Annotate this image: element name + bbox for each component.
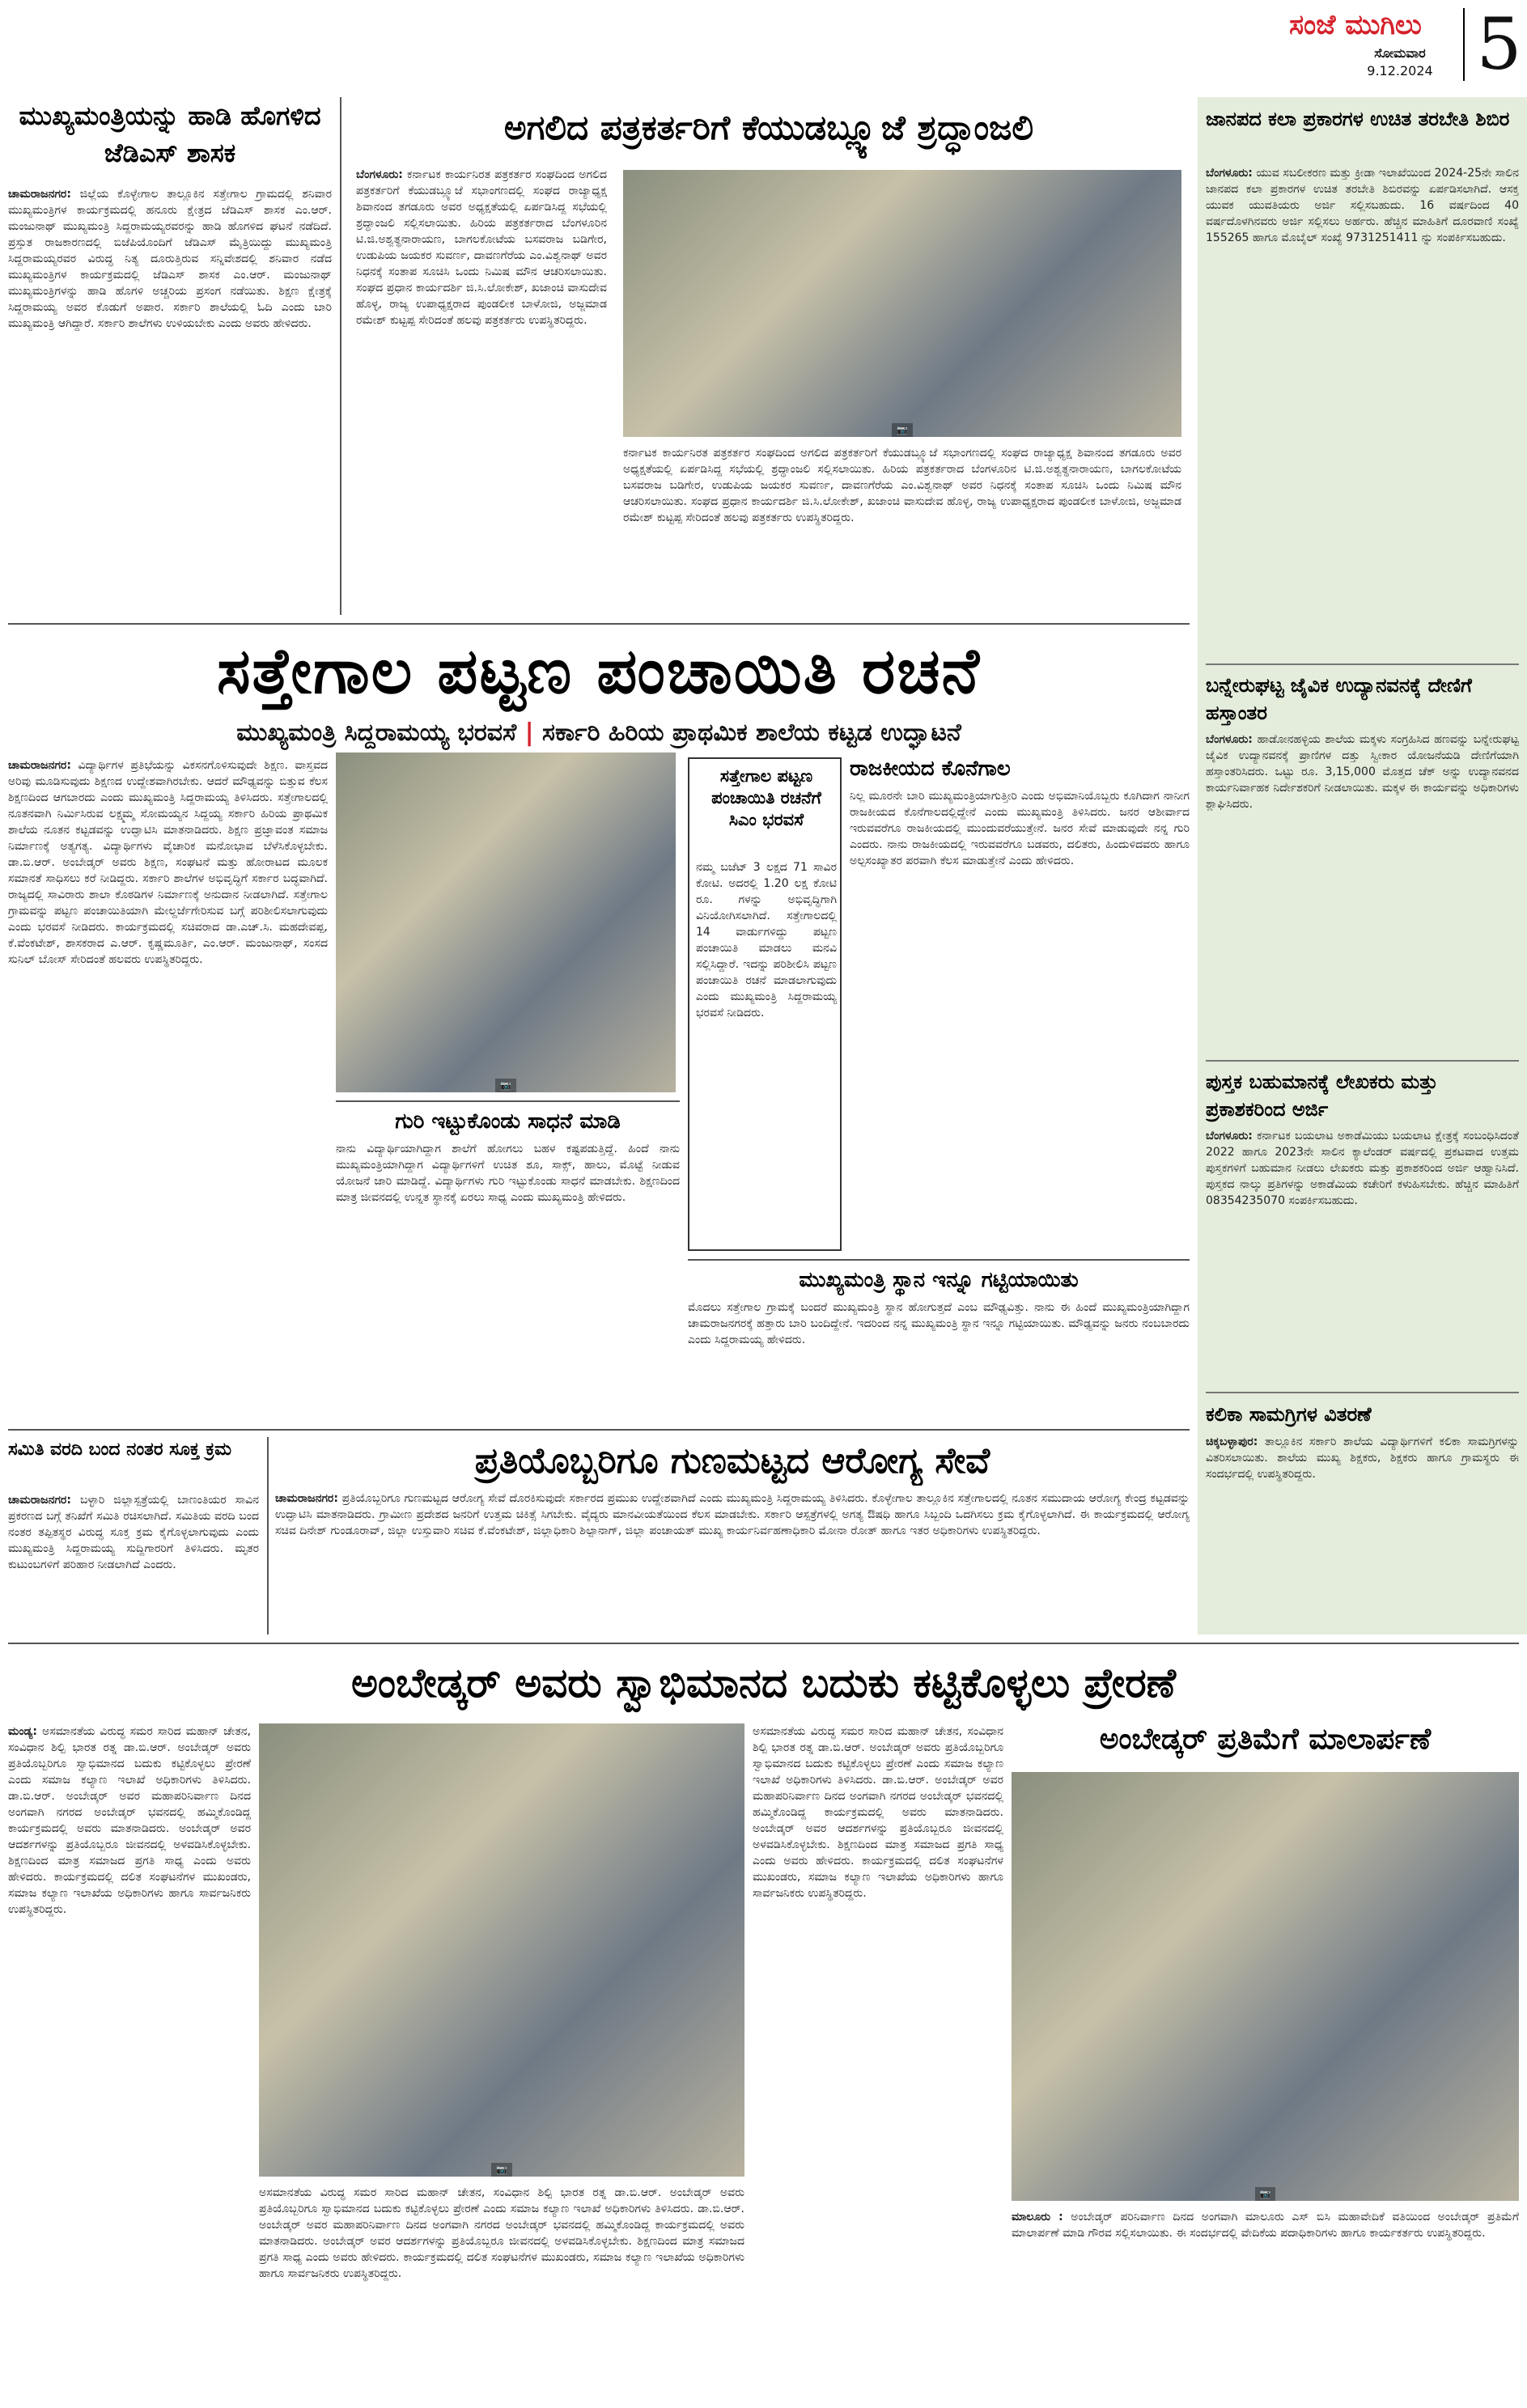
headline: ಮುಖ್ಯಮಂತ್ರಿಯನ್ನು ಹಾಡಿ ಹೊಗಳಿದ ಜೆಡಿಎಸ್ ಶಾಸಕ — [19, 100, 321, 168]
subhead-separator: | — [524, 719, 543, 747]
dateline: ಚಾಮರಾಜನಗರ: — [8, 759, 71, 772]
article-body: ಮೊದಲು ಸತ್ತೇಗಾಲ ಗ್ರಾಮಕ್ಕೆ ಬಂದರೆ ಮುಖ್ಯಮಂತ್ರಿ ಸ್ಥಾನ ಹೋಗುತ್ತದೆ ಎಂಬ ಮೌಢ್ಯವಿತ್ತು. ನಾನು ಈ ಹಿಂದೆ ಮುಖ್ಯಮಂತ್ರಿಯಾಗಿದ್ದಾಗ ಚಾಮರಾಜನಗರಕ್ಕೆ ಹತ್ತಾರು ಬಾರಿ ಬಂದಿದ್ದೇನೆ. ಇದರಿಂದ ನನ್ನ ಮುಖ್ಯಮಂತ್ರಿ ಸ್ಥಾನ ಇನ್ನೂ ಗಟ್ಟಿಯಾಯಿತು. ಮೌಢ್ಯವನ್ನು ಜನರು ನಂಬಬಾರದು ಎಂದು ಸಿದ್ದರಾಮಯ್ಯ ಹೇಳಿದರು. — [688, 1301, 1190, 1346]
section-rule — [8, 623, 1190, 625]
masthead-logo: ಸಂಜೆ ಮುಗಿಲು — [1254, 5, 1457, 45]
sidebar-divider — [1206, 1392, 1519, 1393]
article-body-col2 — [753, 1723, 1003, 2403]
article-kuwj — [348, 97, 1190, 615]
subhead-left: ಮುಖ್ಯಮಂತ್ರಿ ಸಿದ್ದರಾಮಯ್ಯ ಭರವಸೆ — [236, 719, 517, 747]
article-body-col3 — [259, 2185, 744, 2403]
article-guri — [336, 1100, 680, 1424]
body-text: ಕರ್ನಾಟಕ ಕಾರ್ಯನಿರತ ಪತ್ರಕರ್ತರ ಸಂಘದಿಂದ ಅಗಲಿದ ಪತ್ರಕರ್ತರಿಗೆ ಕೆಯುಡಬ್ಲ್ಯೂಜೆ ಸಭಾಂಗಣದಲ್ಲಿ ಸಂಘದ ರಾಜ್ಯಾಧ್ಯಕ್ಷ ಶಿವಾನಂದ ತಗಡೂರು ಅವರ ಅಧ್ಯಕ್ಷತೆಯಲ್ಲಿ ಏರ್ಪಡಿಸಿದ್ದ ಸಭೆಯಲ್ಲಿ ಶ್ರದ್ಧಾಂಜಲಿ ಸಲ್ಲಿಸಲಾಯಿತು. ಹಿರಿಯ ಪತ್ರಕರ್ತರಾದ ಬೆಂಗಳೂರಿನ ಟಿ.ಜಿ.ಅಶ್ವತ್ಥನಾರಾಯಣ, ಬಾಗಲಕೋಟೆಯ ಬಸವರಾಜ ಬಡಿಗೇರ, ಉಡುಪಿಯ ಜಯಕರ ಸುವರ್ಣ, ದಾವಣಗೆರೆಯ ಎಂ.ವಿಶ್ವನಾಥ್ ಅವರ ನಿಧನಕ್ಕೆ ಸಂತಾಪ ಸೂಚಿಸಿ ಒಂದು ನಿಮಿಷ ಮೌನ ಆಚರಿಸಲಾಯಿತು. ಸಂಘದ ಪ್ರಧಾನ ಕಾರ್ಯದರ್ಶಿ ಜಿ.ಸಿ.ಲೋಕೇಶ್, ಖಜಾಂಚಿ ವಾಸುದೇವ ಹೊಳ್ಳ, ರಾಜ್ಯ ಉಪಾಧ್ಯಕ್ಷರಾದ ಪುಂಡಲೀಕ ಬಾಳೋಜಿ, ಅಜ್ಜಮಾಡ ರಮೇಶ್ ಕುಟ್ಟಪ್ಪ ಸೇರಿದಂತೆ ಹಲವು ಪತ್ರಕರ್ತರು ಉಪಸ್ಥಿತರಿದ್ದರು. — [356, 168, 607, 327]
section-rule — [8, 1643, 1519, 1644]
dateline: ಚಿಕ್ಕಬಳ್ಳಾಪುರ: — [1206, 1435, 1258, 1448]
body-text: ಅಸಮಾನತೆಯ ವಿರುದ್ಧ ಸಮರ ಸಾರಿದ ಮಹಾನ್ ಚೇತನ, ಸಂವಿಧಾನ ಶಿಲ್ಪಿ ಭಾರತ ರತ್ನ ಡಾ.ಬಿ.ಆರ್. ಅಂಬೇಡ್ಕರ್ ಅವರು ಪ್ರತಿಯೊಬ್ಬರಿಗೂ ಸ್ವಾಭಿಮಾನದ ಬದುಕು ಕಟ್ಟಿಕೊಳ್ಳಲು ಪ್ರೇರಣೆ ಎಂದು ಸಮಾಜ ಕಲ್ಯಾಣ ಇಲಾಖೆ ಅಧಿಕಾರಿಗಳು ತಿಳಿಸಿದರು. ಡಾ.ಬಿ.ಆರ್. ಅಂಬೇಡ್ಕರ್ ಅವರ ಮಹಾಪರಿನಿರ್ವಾಣ ದಿನದ ಅಂಗವಾಗಿ ನಗರದ ಅಂಬೇಡ್ಕರ್ ಭವನದಲ್ಲಿ ಹಮ್ಮಿಕೊಂಡಿದ್ದ ಕಾರ್ಯಕ್ರಮದಲ್ಲಿ ಅವರು ಮಾತನಾಡಿದರು. ಅಂಬೇಡ್ಕರ್ ಅವರ ಆದರ್ಶಗಳನ್ನು ಪ್ರತಿಯೊಬ್ಬರೂ ಜೀವನದಲ್ಲಿ ಅಳವಡಿಸಿಕೊಳ್ಳಬೇಕು. ಶಿಕ್ಷಣದಿಂದ ಮಾತ್ರ ಸಮಾಜದ ಪ್ರಗತಿ ಸಾಧ್ಯ ಎಂದು ಅವರು ಹೇಳಿದರು. ಕಾರ್ಯಕ್ರಮದಲ್ಲಿ ದಲಿತ ಸಂಘಟನೆಗಳ ಮುಖಂಡರು, ಸಮಾಜ ಕಲ್ಯಾಣ ಇಲಾಖೆಯ ಅಧಿಕಾರಿಗಳು ಹಾಗೂ ಸಾರ್ವಜನಿಕರು ಉಪಸ್ಥಿತರಿದ್ದರು. — [8, 1725, 251, 1916]
sidebar-headline: ಪುಸ್ತಕ ಬಹುಮಾನಕ್ಕೆ ಲೇಖಕರು ಮತ್ತು ಪ್ರಕಾಶಕರಿಂದ ಅರ್ಜಿ — [1206, 1070, 1438, 1121]
box-body: ನಮ್ಮ ಬಜೆಟ್ 3 ಲಕ್ಷದ 71 ಸಾವಿರ ಕೋಟಿ. ಅದರಲ್ಲಿ 1.20 ಲಕ್ಷ ಕೋಟಿ ರೂ. ಗಳನ್ನು ಅಭಿವೃದ್ಧಿಗಾಗಿ ವಿನಿಯೋಗಿಸಲಾಗಿದೆ. ಸತ್ತೇಗಾಲದಲ್ಲಿ 14 ವಾರ್ಡುಗಳಿದ್ದು ಪಟ್ಟಣ ಪಂಚಾಯಿತಿ ಮಾಡಲು ಮನವಿ ಸಲ್ಲಿಸಿದ್ದಾರೆ. ಇದನ್ನು ಪರಿಶೀಲಿಸಿ ಪಟ್ಟಣ ಪಂಚಾಯಿತಿ ರಚನೆ ಮಾಡಲಾಗುವುದು ಎಂದು ಮುಖ್ಯಮಂತ್ರಿ ಸಿದ್ದರಾಮಯ್ಯ ಭರವಸೆ ನೀಡಿದರು. — [696, 861, 837, 1020]
headline: ಪ್ರತಿಯೊಬ್ಬರಿಗೂ ಗುಣಮಟ್ಟದ ಆರೋಗ್ಯ ಸೇವೆ — [474, 1440, 990, 1482]
headline: ಮುಖ್ಯಮಂತ್ರಿ ಸ್ಥಾನ ಇನ್ನೂ ಗಟ್ಟಿಯಾಯಿತು — [799, 1268, 1079, 1292]
dateline: ಚಾಮರಾಜನಗರ: — [8, 188, 71, 201]
article-main — [8, 631, 1190, 1424]
body-text: ವಿದ್ಯಾರ್ಥಿಗಳ ಪ್ರತಿಭೆಯನ್ನು ವಿಕಸನಗೊಳಿಸುವುದೇ ಶಿಕ್ಷಣ. ವಾಸ್ತವದ ಅರಿವು ಮೂಡಿಸುವುದು ಶಿಕ್ಷಣದ ಉದ್ದೇಶವಾಗಿರಬೇಕು. ಆದರೆ ಮೌಢ್ಯವನ್ನು ಬಿತ್ತುವ ಕೆಲಸ ಶಿಕ್ಷಣದಿಂದ ಆಗಬಾರದು ಎಂದು ಮುಖ್ಯಮಂತ್ರಿ ಸಿದ್ದರಾಮಯ್ಯ ತಿಳಿಸಿದರು. ಸತ್ತೇಗಾಲದಲ್ಲಿ ನೂತನವಾಗಿ ನಿರ್ಮಿಸಿರುವ ಲಕ್ಷ್ಮಮ್ಮ ಸೋಮಯ್ಯನ ಸಿದ್ದಯ್ಯ ಸರ್ಕಾರಿ ಹಿರಿಯ ಪ್ರಾಥಮಿಕ ಶಾಲೆಯ ನೂತನ ಕಟ್ಟಡವನ್ನು ಉದ್ಘಾಟಿಸಿ ಮಾತನಾಡಿದರು. ಶಿಕ್ಷಣ ಪ್ರಜ್ಞಾವಂತ ಸಮಾಜ ನಿರ್ಮಾಣಕ್ಕೆ ಅತ್ಯಗತ್ಯ. ವಿದ್ಯಾರ್ಥಿಗಳು ವೈಚಾರಿಕ ಮನೋಭಾವ ಬೆಳೆಸಿಕೊಳ್ಳಬೇಕು. ಡಾ.ಬಿ.ಆರ್. ಅಂಬೇಡ್ಕರ್ ಅವರು ಶಿಕ್ಷಣ, ಸಂಘಟನೆ ಮತ್ತು ಹೋರಾಟದ ಮೂಲಕ ಸಮಾನತೆ ಸಾಧಿಸಲು ಕರೆ ನೀಡಿದ್ದರು. ಸರ್ಕಾರಿ ಶಾಲೆಗಳ ಅಭಿವೃದ್ಧಿಗೆ ಸರ್ಕಾರ ಬದ್ಧವಾಗಿದೆ. ರಾಜ್ಯದಲ್ಲಿ ಸಾವಿರಾರು ಶಾಲಾ ಕೊಠಡಿಗಳ ನಿರ್ಮಾಣಕ್ಕೆ ಅನುದಾನ ನೀಡಲಾಗಿದೆ. ಸತ್ತೇಗಾಲ ಗ್ರಾಮವನ್ನು ಪಟ್ಟಣ ಪಂಚಾಯಿತಿಯಾಗಿ ಮೇಲ್ದರ್ಜೆಗೇರಿಸುವ ಬಗ್ಗೆ ಪರಿಶೀಲಿಸಲಾಗುವುದು ಎಂದು ಭರವಸೆ ನೀಡಿದರು. ಕಾರ್ಯಕ್ರಮದಲ್ಲಿ ಸಚಿವರಾದ ಡಾ.ಎಚ್.ಸಿ. ಮಹದೇವಪ್ಪ, ಕೆ.ವೆಂಕಟೇಶ್, ಶಾಸಕರಾದ ಎ.ಆರ್. ಕೃಷ್ಣಮೂರ್ತಿ, ಎಂ.ಆರ್. ಮಂಜುನಾಥ್, ಸಂಸದ ಸುನಿಲ್ ಬೋಸ್ ಸೇರಿದಂತೆ ಹಲವರು ಉಪಸ್ಥಿತರಿದ್ದರು. — [8, 759, 328, 966]
article-snana — [688, 1259, 1190, 1424]
body-text: ಅಂಬೇಡ್ಕರ್ ಪರಿನಿರ್ವಾಣ ದಿನದ ಅಂಗವಾಗಿ ಮಾಲೂರು ಎಸ್ ಬಿಸಿ ಮಹಾವೇದಿಕೆ ವತಿಯಿಂದ ಅಂಬೇಡ್ಕರ್ ಪ್ರತಿಮೆಗೆ ಮಾಲಾರ್ಪಣೆ ಮಾಡಿ ಗೌರವ ಸಲ್ಲಿಸಲಾಯಿತು. ಈ ಸಂದರ್ಭದಲ್ಲಿ ವೇದಿಕೆಯ ಪದಾಧಿಕಾರಿಗಳು ಹಾಗೂ ಕಾರ್ಯಕರ್ತರು ಉಪಸ್ಥಿತರಿದ್ದರು. — [1012, 2211, 1519, 2240]
body-text: ಅಸಮಾನತೆಯ ವಿರುದ್ಧ ಸಮರ ಸಾರಿದ ಮಹಾನ್ ಚೇತನ, ಸಂವಿಧಾನ ಶಿಲ್ಪಿ ಭಾರತ ರತ್ನ ಡಾ.ಬಿ.ಆರ್. ಅಂಬೇಡ್ಕರ್ ಅವರು ಪ್ರತಿಯೊಬ್ಬರಿಗೂ ಸ್ವಾಭಿಮಾನದ ಬದುಕು ಕಟ್ಟಿಕೊಳ್ಳಲು ಪ್ರೇರಣೆ ಎಂದು ಸಮಾಜ ಕಲ್ಯಾಣ ಇಲಾಖೆ ಅಧಿಕಾರಿಗಳು ತಿಳಿಸಿದರು. ಡಾ.ಬಿ.ಆರ್. ಅಂಬೇಡ್ಕರ್ ಅವರ ಮಹಾಪರಿನಿರ್ವಾಣ ದಿನದ ಅಂಗವಾಗಿ ನಗರದ ಅಂಬೇಡ್ಕರ್ ಭವನದಲ್ಲಿ ಹಮ್ಮಿಕೊಂಡಿದ್ದ ಕಾರ್ಯಕ್ರಮದಲ್ಲಿ ಅವರು ಮಾತನಾಡಿದರು. ಅಂಬೇಡ್ಕರ್ ಅವರ ಆದರ್ಶಗಳನ್ನು ಪ್ರತಿಯೊಬ್ಬರೂ ಜೀವನದಲ್ಲಿ ಅಳವಡಿಸಿಕೊಳ್ಳಬೇಕು. ಶಿಕ್ಷಣದಿಂದ ಮಾತ್ರ ಸಮಾಜದ ಪ್ರಗತಿ ಸಾಧ್ಯ ಎಂದು ಅವರು ಹೇಳಿದರು. ಕಾರ್ಯಕ್ರಮದಲ್ಲಿ ದಲಿತ ಸಂಘಟನೆಗಳ ಮುಖಂಡರು, ಸಮಾಜ ಕಲ್ಯಾಣ ಇಲಾಖೆಯ ಅಧಿಕಾರಿಗಳು ಹಾಗೂ ಸಾರ್ವಜನಿಕರು ಉಪಸ್ಥಿತರಿದ್ದರು. — [259, 2186, 744, 2280]
sidebar-divider — [1206, 1060, 1519, 1062]
dateline: ಬೆಂಗಳೂರು: — [1206, 167, 1253, 180]
headline: ರಾಜಕೀಯದ ಕೊನೆಗಾಲ — [850, 757, 1011, 781]
sidebar-body — [1206, 1434, 1519, 1626]
dateline: ಬೆಂಗಳೂರು: — [1206, 1130, 1253, 1143]
body-text: ತಾಲ್ಲೂಕಿನ ಸರ್ಕಾರಿ ಶಾಲೆಯ ವಿದ್ಯಾರ್ಥಿಗಳಿಗೆ ಕಲಿಕಾ ಸಾಮಗ್ರಿಗಳನ್ನು ವಿತರಿಸಲಾಯಿತು. ಶಾಲೆಯ ಮುಖ್ಯ ಶಿಕ್ಷಕರು, ಶಿಕ್ಷಕರು ಹಾಗೂ ಗ್ರಾಮಸ್ಥರು ಈ ಸಂದರ್ಭದಲ್ಲಿ ಉಪಸ್ಥಿತರಿದ್ದರು. — [1206, 1435, 1519, 1481]
masthead-day: ಸೋಮವಾರ — [1374, 45, 1426, 61]
masthead-date: 9.12.2024 — [1367, 63, 1433, 78]
photo-ambedkar — [259, 1723, 744, 2177]
headline: ಅಗಲಿದ ಪತ್ರಕರ್ತರಿಗೆ ಕೆಯುಡಬ್ಲ್ಯೂಜೆ ಶ್ರದ್ಧಾಂಜಲಿ — [503, 108, 1034, 147]
sidebar-body — [1206, 731, 1519, 1052]
section-rule — [8, 1429, 1190, 1431]
article-rajakeeya — [850, 752, 1190, 1173]
main-body-col1 — [8, 757, 328, 1424]
article-body-col1 — [8, 1723, 251, 2403]
masthead-divider — [1463, 8, 1465, 81]
photo-caption-icon: 📷 — [491, 2163, 512, 2177]
article-body: ನಿಲ್ಲ ಮೂರನೇ ಬಾರಿ ಮುಖ್ಯಮಂತ್ರಿಯಾಗುತ್ತೀರಿ ಎಂದು ಅಭಿಮಾನಿಯೊಬ್ಬರು ಕೂಗಿದಾಗ ನಾನೀಗ ರಾಜಕೀಯದ ಕೊನೆಗಾಲದಲ್ಲಿದ್ದೇನೆ ಎಂದು ಮುಖ್ಯಮಂತ್ರಿ ತಿಳಿಸಿದರು. ಜನರ ಆಶೀರ್ವಾದ ಇರುವವರೆಗೂ ರಾಜಕೀಯದಲ್ಲಿ ಮುಂದುವರೆಯುತ್ತೇನೆ. ಜನರ ಸೇವೆ ಮಾಡುವುದೇ ನನ್ನ ಗುರಿ ಎಂದರು. ನಾನು ರಾಜಕೀಯದಲ್ಲಿ ಇರುವವರೆಗೂ ಬಡವರು, ದಲಿತರು, ಹಿಂದುಳಿದವರು ಹಾಗೂ ಅಲ್ಪಸಂಖ್ಯಾತರ ಪರವಾಗಿ ಕೆಲಸ ಮಾಡುತ್ತೇನೆ ಎಂದು ಹೇಳಿದರು. — [850, 790, 1190, 867]
article-body — [8, 186, 332, 615]
column-rule — [267, 1437, 269, 1634]
dateline: ಚಾಮರಾಜನಗರ: — [8, 1494, 71, 1507]
body-text: ಅಸಮಾನತೆಯ ವಿರುದ್ಧ ಸಮರ ಸಾರಿದ ಮಹಾನ್ ಚೇತನ, ಸಂವಿಧಾನ ಶಿಲ್ಪಿ ಭಾರತ ರತ್ನ ಡಾ.ಬಿ.ಆರ್. ಅಂಬೇಡ್ಕರ್ ಅವರು ಪ್ರತಿಯೊಬ್ಬರಿಗೂ ಸ್ವಾಭಿಮಾನದ ಬದುಕು ಕಟ್ಟಿಕೊಳ್ಳಲು ಪ್ರೇರಣೆ ಎಂದು ಸಮಾಜ ಕಲ್ಯಾಣ ಇಲಾಖೆ ಅಧಿಕಾರಿಗಳು ತಿಳಿಸಿದರು. ಡಾ.ಬಿ.ಆರ್. ಅಂಬೇಡ್ಕರ್ ಅವರ ಮಹಾಪರಿನಿರ್ವಾಣ ದಿನದ ಅಂಗವಾಗಿ ನಗರದ ಅಂಬೇಡ್ಕರ್ ಭವನದಲ್ಲಿ ಹಮ್ಮಿಕೊಂಡಿದ್ದ ಕಾರ್ಯಕ್ರಮದಲ್ಲಿ ಅವರು ಮಾತನಾಡಿದರು. ಅಂಬೇಡ್ಕರ್ ಅವರ ಆದರ್ಶಗಳನ್ನು ಪ್ರತಿಯೊಬ್ಬರೂ ಜೀವನದಲ್ಲಿ ಅಳವಡಿಸಿಕೊಳ್ಳಬೇಕು. ಶಿಕ್ಷಣದಿಂದ ಮಾತ್ರ ಸಮಾಜದ ಪ್ರಗತಿ ಸಾಧ್ಯ ಎಂದು ಅವರು ಹೇಳಿದರು. ಕಾರ್ಯಕ್ರಮದಲ್ಲಿ ದಲಿತ ಸಂಘಟನೆಗಳ ಮುಖಂಡರು, ಸಮಾಜ ಕಲ್ಯಾಣ ಇಲಾಖೆಯ ಅಧಿಕಾರಿಗಳು ಹಾಗೂ ಸಾರ್ವಜನಿಕರು ಉಪಸ್ಥಿತರಿದ್ದರು. — [753, 1725, 1003, 1900]
article-body — [8, 1492, 259, 1634]
photo-caption-icon: 📷 — [495, 1079, 516, 1092]
dateline: ಚಾಮರಾಜನಗರ: — [275, 1492, 338, 1505]
sidebar-headline: ಜಾನಪದ ಕಲಾ ಪ್ರಕಾರಗಳ ಉಚಿತ ತರಬೇತಿ ಶಿಬಿರ — [1206, 108, 1510, 130]
body-text: ಪ್ರತಿಯೊಬ್ಬರಿಗೂ ಗುಣಮಟ್ಟದ ಆರೋಗ್ಯ ಸೇವೆ ದೊರಕಿಸುವುದೇ ಸರ್ಕಾರದ ಪ್ರಮುಖ ಉದ್ದೇಶವಾಗಿದೆ ಎಂದು ಮುಖ್ಯಮಂತ್ರಿ ಸಿದ್ದರಾಮಯ್ಯ ತಿಳಿಸಿದರು. ಕೊಳ್ಳೇಗಾಲ ತಾಲ್ಲೂಕಿನ ಸತ್ತೇಗಾಲದಲ್ಲಿ ನೂತನ ಸಮುದಾಯ ಆರೋಗ್ಯ ಕೇಂದ್ರ ಕಟ್ಟಡವನ್ನು ಉದ್ಘಾಟಿಸಿ ಮಾತನಾಡಿದರು. ಗ್ರಾಮೀಣ ಪ್ರದೇಶದ ಜನರಿಗೆ ಉತ್ತಮ ಚಿಕಿತ್ಸೆ ಸಿಗಬೇಕು. ವೈದ್ಯರು ಮಾನವೀಯತೆಯಿಂದ ಕೆಲಸ ಮಾಡಬೇಕು. ಸರ್ಕಾರಿ ಆಸ್ಪತ್ರೆಗಳಲ್ಲಿ ಅಗತ್ಯ ಔಷಧಿ ಹಾಗೂ ಸಿಬ್ಬಂದಿ ಒದಗಿಸಲು ಕ್ರಮ ಕೈಗೊಳ್ಳಲಾಗಿದೆ. ಈ ಕಾರ್ಯಕ್ರಮದಲ್ಲಿ ಆರೋಗ್ಯ ಸಚಿವ ದಿನೇಶ್ ಗುಂಡೂರಾವ್, ಜಿಲ್ಲಾ ಉಸ್ತುವಾರಿ ಸಚಿವ ಕೆ.ವೆಂಕಟೇಶ್, ಜಿಲ್ಲಾಧಿಕಾರಿ ಶಿಲ್ಪಾನಾಗ್, ಜಿಲ್ಲಾ ಪಂಚಾಯತ್ ಮುಖ್ಯ ಕಾರ್ಯನಿರ್ವಹಣಾಧಿಕಾರಿ ಮೋನಾ ರೋತ್ ಹಾಗೂ ಇತರ ಅಧಿಕಾರಿಗಳು ಉಪಸ್ಥಿತರಿದ್ದರು. — [275, 1492, 1190, 1537]
article-body-col2 — [623, 445, 1181, 612]
article-ambedkar — [8, 1651, 1519, 2403]
column-rule — [340, 97, 341, 615]
photo-cm — [336, 752, 676, 1092]
body-text: ಜಿಲ್ಲೆಯ ಕೊಳ್ಳೇಗಾಲ ತಾಲ್ಲೂಕಿನ ಸತ್ತೇಗಾಲ ಗ್ರಾಮದಲ್ಲಿ ಶನಿವಾರ ಮುಖ್ಯಮಂತ್ರಿಗಳ ಕಾರ್ಯಕ್ರಮದಲ್ಲಿ ಹನೂರು ಕ್ಷೇತ್ರದ ಜೆಡಿಎಸ್ ಶಾಸಕ ಎಂ.ಆರ್. ಮಂಜುನಾಥ್ ಮುಖ್ಯಮಂತ್ರಿ ಸಿದ್ದರಾಮಯ್ಯರವರನ್ನು ಹಾಡಿ ಹೊಗಳಿದ ಘಟನೆ ನಡೆದಿದೆ. ಪ್ರಸ್ತುತ ರಾಜಕಾರಣದಲ್ಲಿ ಬಿಜೆಪಿಯೊಂದಿಗೆ ಜೆಡಿಎಸ್ ಮೈತ್ರಿಯಿದ್ದು ಮುಖ್ಯಮಂತ್ರಿ ಸಿದ್ದರಾಮಯ್ಯರವರ ವಿರುದ್ಧ ನಿತ್ಯ ದೂರುತ್ತಿರುವ ಸನ್ನಿವೇಶದಲ್ಲಿ ಶನಿವಾರ ನಡೆದ ಮುಖ್ಯಮಂತ್ರಿಗಳ ಕಾರ್ಯಕ್ರಮದಲ್ಲಿ ಜೆಡಿಎಸ್ ಶಾಸಕ ಎಂ.ಆರ್. ಮಂಜುನಾಥ್ ಮುಖ್ಯಮಂತ್ರಿಗಳನ್ನು ಹಾಡಿ ಹೊಗಳಿ ಅಚ್ಚರಿಯ ಪ್ರಸಂಗ ನಡೆಯಿತು. ಶಿಕ್ಷಣ ಕ್ಷೇತ್ರಕ್ಕೆ ಸಿದ್ದರಾಮಯ್ಯ ಅವರ ಕೊಡುಗೆ ಅಪಾರ. ಸರ್ಕಾರಿ ಶಾಲೆಯಲ್ಲಿ ಓದಿ ಎಂದು ಬಾರಿ ಮುಖ್ಯಮಂತ್ರಿ ಆಗಿದ್ದಾರೆ. ಸರ್ಕಾರಿ ಶಾಲೆಗಳು ಉಳಿಯಬೇಕು ಎಂದು ಅವರು ಹೇಳಿದರು. — [8, 188, 332, 330]
body-text: ಹಾಡೋನಹಳ್ಳಿಯ ಶಾಲೆಯ ಮಕ್ಕಳು ಸಂಗ್ರಹಿಸಿದ ಹಣವನ್ನು ಬನ್ನೇರುಘಟ್ಟ ಜೈವಿಕ ಉದ್ಯಾನವನಕ್ಕೆ ಪ್ರಾಣಿಗಳ ದತ್ತು ಸ್ವೀಕಾರ ಯೋಜನೆಯಡಿ ದೇಣಿಗೆಯಾಗಿ ಹಸ್ತಾಂತರಿಸಿದರು. ಒಟ್ಟು ರೂ. 3,15,000 ಮೊತ್ತದ ಚೆಕ್ ಅನ್ನು ಉದ್ಯಾನವನದ ಕಾರ್ಯನಿರ್ವಾಹಕ ನಿರ್ದೇಶಕರಿಗೆ ನೀಡಲಾಯಿತು. ಮಕ್ಕಳ ಈ ಕಾರ್ಯವನ್ನು ಅಧಿಕಾರಿಗಳು ಶ್ಲಾಘಿಸಿದರು. — [1206, 733, 1519, 811]
headline: ಸಮಿತಿ ವರದಿ ಬಂದ ನಂತರ ಸೂಕ್ತ ಕ್ರಮ — [8, 1439, 232, 1460]
body-text: ಬಳ್ಳಾರಿ ಜಿಲ್ಲಾಸ್ಪತ್ರೆಯಲ್ಲಿ ಬಾಣಂತಿಯರ ಸಾವಿನ ಪ್ರಕರಣದ ಬಗ್ಗೆ ತನಿಖೆಗೆ ಸಮಿತಿ ರಚಿಸಲಾಗಿದೆ. ಸಮಿತಿಯ ವರದಿ ಬಂದ ನಂತರ ತಪ್ಪಿತಸ್ಥರ ವಿರುದ್ಧ ಸೂಕ್ತ ಕ್ರಮ ಕೈಗೊಳ್ಳಲಾಗುವುದು ಎಂದು ಮುಖ್ಯಮಂತ್ರಿ ಸಿದ್ದರಾಮಯ್ಯ ಸುದ್ದಿಗಾರರಿಗೆ ತಿಳಿಸಿದರು. ಮೃತರ ಕುಟುಂಬಗಳಿಗೆ ಪರಿಹಾರ ನೀಡಲಾಗಿದೆ ಎಂದರು. — [8, 1494, 259, 1571]
headline: ಅಂಬೇಡ್ಕರ್ ಅವರು ಸ್ವಾಭಿಮಾನದ ಬದುಕು ಕಟ್ಟಿಕೊಳ್ಳಲು ಪ್ರೇರಣೆ — [350, 1660, 1177, 1706]
dateline: ಮಂಡ್ಯ: — [8, 1725, 37, 1738]
photo-caption-icon: 📷 — [892, 423, 913, 437]
photo-caption-icon: 📷 — [1255, 2187, 1276, 2201]
article-body — [1012, 2209, 1519, 2403]
sidebar — [1198, 97, 1527, 1634]
box-pattana-panchayati — [688, 757, 842, 1251]
article-arogya — [275, 1437, 1190, 1634]
subhead-right: ಸರ್ಕಾರಿ ಹಿರಿಯ ಪ್ರಾಥಮಿಕ ಶಾಲೆಯ ಕಟ್ಟಡ ಉದ್ಘಾಟನೆ — [542, 719, 961, 747]
dateline: ಬೆಂಗಳೂರು: — [356, 168, 403, 181]
sidebar-headline: ಬನ್ನೇರುಘಟ್ಟ ಜೈವಿಕ ಉದ್ಯಾನವನಕ್ಕೆ ದೇಣಿಗೆ ಹಸ್ತಾಂತರ — [1206, 674, 1472, 724]
dateline: ಬೆಂಗಳೂರು: — [1206, 733, 1253, 746]
article-cm-jds — [8, 97, 332, 615]
photo-kuwj — [623, 170, 1181, 437]
headline: ಗುರಿ ಇಟ್ಟುಕೊಂಡು ಸಾಧನೆ ಮಾಡಿ — [395, 1109, 621, 1134]
body-text: ಕರ್ನಾಟಕ ಕಾರ್ಯನಿರತ ಪತ್ರಕರ್ತರ ಸಂಘದಿಂದ ಅಗಲಿದ ಪತ್ರಕರ್ತರಿಗೆ ಕೆಯುಡಬ್ಲ್ಯೂಜೆ ಸಭಾಂಗಣದಲ್ಲಿ ಸಂಘದ ರಾಜ್ಯಾಧ್ಯಕ್ಷ ಶಿವಾನಂದ ತಗಡೂರು ಅವರ ಅಧ್ಯಕ್ಷತೆಯಲ್ಲಿ ಏರ್ಪಡಿಸಿದ್ದ ಸಭೆಯಲ್ಲಿ ಶ್ರದ್ಧಾಂಜಲಿ ಸಲ್ಲಿಸಲಾಯಿತು. ಹಿರಿಯ ಪತ್ರಕರ್ತರಾದ ಬೆಂಗಳೂರಿನ ಟಿ.ಜಿ.ಅಶ್ವತ್ಥನಾರಾಯಣ, ಬಾಗಲಕೋಟೆಯ ಬಸವರಾಜ ಬಡಿಗೇರ, ಉಡುಪಿಯ ಜಯಕರ ಸುವರ್ಣ, ದಾವಣಗೆರೆಯ ಎಂ.ವಿಶ್ವನಾಥ್ ಅವರ ನಿಧನಕ್ಕೆ ಸಂತಾಪ ಸೂಚಿಸಿ ಒಂದು ನಿಮಿಷ ಮೌನ ಆಚರಿಸಲಾಯಿತು. ಸಂಘದ ಪ್ರಧಾನ ಕಾರ್ಯದರ್ಶಿ ಜಿ.ಸಿ.ಲೋಕೇಶ್, ಖಜಾಂಚಿ ವಾಸುದೇವ ಹೊಳ್ಳ, ರಾಜ್ಯ ಉಪಾಧ್ಯಕ್ಷರಾದ ಪುಂಡಲೀಕ ಬಾಳೋಜಿ, ಅಜ್ಜಮಾಡ ರಮೇಶ್ ಕುಟ್ಟಪ್ಪ ಸೇರಿದಂತೆ ಹಲವು ಪತ್ರಕರ್ತರು ಉಪಸ್ಥಿತರಿದ್ದರು. — [623, 447, 1181, 524]
body-text: ಕರ್ನಾಟಕ ಬಯಲಾಟ ಅಕಾಡೆಮಿಯು ಬಯಲಾಟ ಕ್ಷೇತ್ರಕ್ಕೆ ಸಂಬಂಧಿಸಿದಂತೆ 2022 ಹಾಗೂ 2023ನೇ ಸಾಲಿನ ಕ್ಯಾಲೆಂಡರ್ ವರ್ಷದಲ್ಲಿ ಪ್ರಕಟವಾದ ಉತ್ತಮ ಪುಸ್ತಕಗಳಿಗೆ ಬಹುಮಾನ ನೀಡಲು ಲೇಖಕರು ಮತ್ತು ಪ್ರಕಾಶಕರಿಂದ ಅರ್ಜಿ ಆಹ್ವಾನಿಸಿದೆ. ಪುಸ್ತಕದ ನಾಲ್ಕು ಪ್ರತಿಗಳನ್ನು ಅಕಾಡೆಮಿಯ ಕಚೇರಿಗೆ ಕಳುಹಿಸಬೇಕು. ಹೆಚ್ಚಿನ ಮಾಹಿತಿಗೆ 08354235070 ಸಂಪರ್ಕಿಸಬಹುದು. — [1206, 1130, 1519, 1207]
sidebar-body — [1206, 1128, 1519, 1384]
sidebar-divider — [1206, 663, 1519, 665]
article-body — [275, 1490, 1190, 1634]
dateline: ಮಾಲೂರು : — [1012, 2211, 1063, 2224]
article-body: ನಾನು ವಿದ್ಯಾರ್ಥಿಯಾಗಿದ್ದಾಗ ಶಾಲೆಗೆ ಹೋಗಲು ಬಹಳ ಕಷ್ಟಪಡುತ್ತಿದ್ದೆ. ಹಿಂದೆ ನಾನು ಮುಖ್ಯಮಂತ್ರಿಯಾಗಿದ್ದಾಗ ವಿದ್ಯಾರ್ಥಿಗಳಿಗೆ ಉಚಿತ ಶೂ, ಸಾಕ್ಸ್, ಹಾಲು, ಮೊಟ್ಟೆ ನೀಡುವ ಯೋಜನೆ ಜಾರಿ ಮಾಡಿದ್ದೆ. ವಿದ್ಯಾರ್ಥಿಗಳು ಗುರಿ ಇಟ್ಟುಕೊಂಡು ಸಾಧನೆ ಮಾಡಬೇಕು. ಶಿಕ್ಷಣದಿಂದ ಮಾತ್ರ ಜೀವನದಲ್ಲಿ ಉನ್ನತ ಸ್ಥಾನಕ್ಕೆ ಏರಲು ಸಾಧ್ಯ ಎಂದು ಮುಖ್ಯಮಂತ್ರಿ ಹೇಳಿದರು. — [336, 1143, 680, 1204]
masthead — [1254, 0, 1527, 89]
article-malarpane — [1012, 1715, 1519, 2403]
sidebar-body — [1206, 165, 1519, 655]
article-body-col1 — [356, 167, 607, 612]
sidebar-headline: ಕಲಿಕಾ ಸಾಮಗ್ರಿಗಳ ವಿತರಣೆ — [1206, 1403, 1372, 1426]
main-subhead — [8, 715, 1190, 751]
box-headline: ಸತ್ತೇಗಾಲ ಪಟ್ಟಣ ಪಂಚಾಯಿತಿ ರಚನೆಗೆ ಸಿಎಂ ಭರವಸೆ — [711, 766, 821, 829]
headline: ಅಂಬೇಡ್ಕರ್ ಪ್ರತಿಮೆಗೆ ಮಾಲಾರ್ಪಣೆ — [1099, 1723, 1432, 1756]
body-text: ಯುವ ಸಬಲೀಕರಣ ಮತ್ತು ಕ್ರೀಡಾ ಇಲಾಖೆಯಿಂದ 2024-25ನೇ ಸಾಲಿನ ಜಾನಪದ ಕಲಾ ಪ್ರಕಾರಗಳ ಉಚಿತ ತರಬೇತಿ ಶಿಬಿರವನ್ನು ಏರ್ಪಡಿಸಲಾಗಿದೆ. ಆಸಕ್ತ ಯುವಕ ಯುವತಿಯರು ಅರ್ಜಿ ಸಲ್ಲಿಸಬಹುದು. 16 ವರ್ಷದಿಂದ 40 ವರ್ಷದೊಳಗಿನವರು ಅರ್ಜಿ ಸಲ್ಲಿಸಲು ಅರ್ಹರು. ಹೆಚ್ಚಿನ ಮಾಹಿತಿಗೆ ದೂರವಾಣಿ ಸಂಖ್ಯೆ 155265 ಹಾಗೂ ಮೊಬೈಲ್ ಸಂಖ್ಯೆ 9731251411 ನ್ನು ಸಂಪರ್ಕಿಸಬಹುದು. — [1206, 167, 1519, 244]
article-samiti — [8, 1437, 259, 1634]
page-number: 5 — [1476, 2, 1522, 86]
main-headline: ಸತ್ತೇಗಾಲ ಪಟ್ಟಣ ಪಂಚಾಯಿತಿ ರಚನೆ — [216, 635, 982, 708]
photo-malarpane — [1012, 1772, 1519, 2201]
